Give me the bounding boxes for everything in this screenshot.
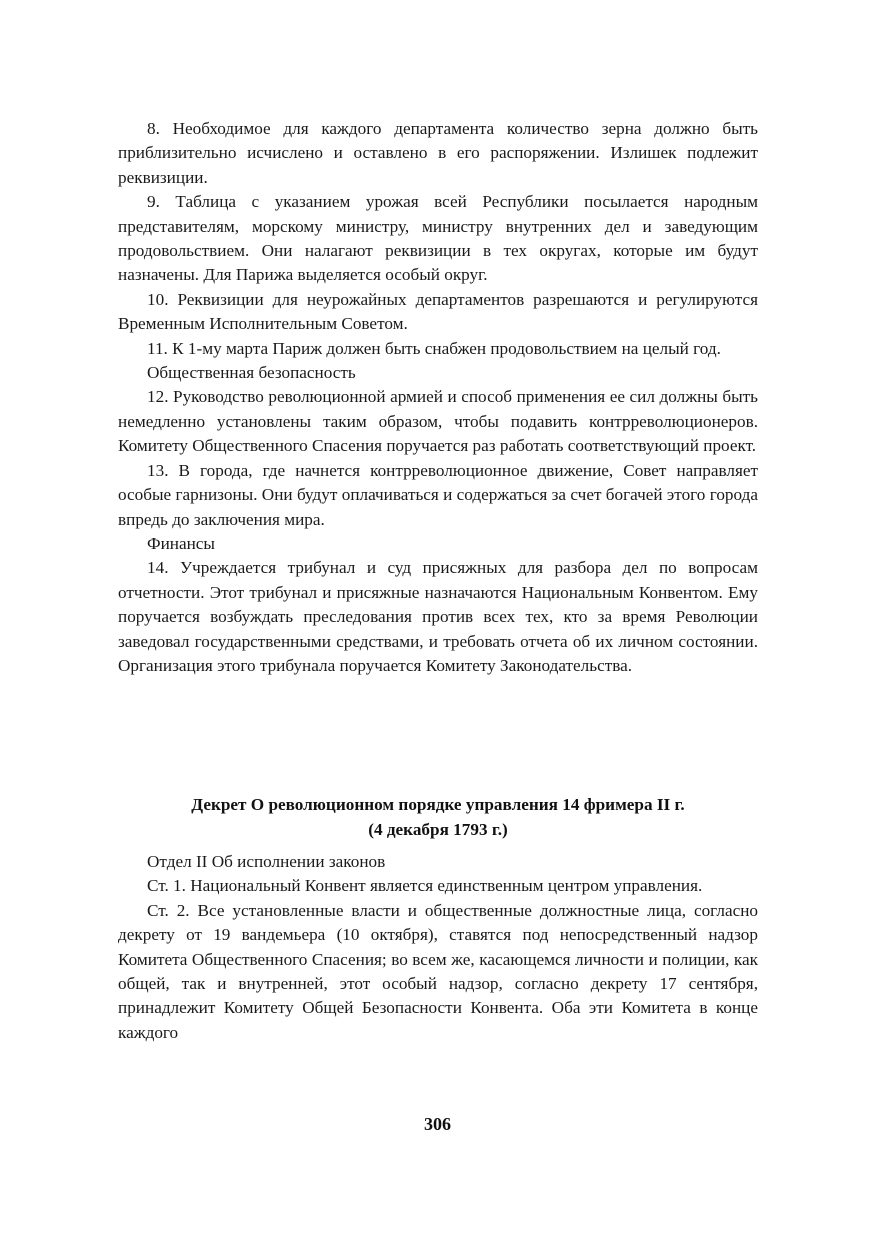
paragraph-9: 9. Таблица с указанием урожая всей Республики посылается народным представителям, морскому министру, министру внутренних дел и заведующим продовольствием. Они налагают реквизиции в тех округах, которые им будут назначены. Для Парижа выделяется особый округ. [118,192,758,285]
section-title-public-safety: Общественная безопасность [147,363,356,383]
decree-heading-line1: Декрет О революционном порядке управления 14 фримера II г. [191,795,685,814]
body-text-top [118,117,758,678]
section-title-execution-of-laws: Отдел II Об исполнении законов [147,852,386,871]
section-title-finances: Финансы [147,533,215,553]
article-2: Ст. 2. Все установленные власти и общественные должностные лица, согласно декрету от 19 вандемьера (10 октября), ставятся под непосредственный надзор Комитета Общественного Спасения; во всем же, касающемся личности и полиции, как общей, так и внутренней, этот особый надзор, согласно декрету 17 сентября, принадлежит Комитету Общей Безопасности Конвента. Оба эти Комитета в конце каждого [118,900,758,1042]
paragraph-14: 14. Учреждается трибунал и суд присяжных для разбора дел по вопросам отчетности. Этот трибунал и присяжные назначаются Национальным Конвентом. Ему поручается возбуждать преследования против всех тех, кто за время Революции заведовал государственными средствами, и требовать отчета об их личном состоянии. Организация этого трибунала поручается Комитету Законодательства. [118,558,758,675]
paragraph-11: 11. К 1-му марта Париж должен быть снабжен продовольствием на целый год. [147,338,721,358]
decree-heading-line2: (4 декабря 1793 г.) [368,820,508,839]
page-number: 306 [424,1114,451,1134]
paragraph-8: 8. Необходимое для каждого департамента количество зерна должно быть приблизительно исчислено и оставлено в его распоряжении. Излишек подлежит реквизиции. [118,119,758,187]
decree-heading [118,792,758,842]
paragraph-13: 13. В города, где начнется контрреволюционное движение, Совет направляет особые гарнизоны. Они будут оплачиваться и содержаться за счет богачей этого города впредь до заключения мира. [118,460,758,529]
article-1: Ст. 1. Национальный Конвент является единственным центром управления. [147,876,703,896]
body-text-bottom [118,850,758,1045]
paragraph-10: 10. Реквизиции для неурожайных департаментов разрешаются и регулируются Временным Исполнительным Советом. [118,289,758,334]
paragraph-12: 12. Руководство революционной армией и способ применения ее сил должны быть немедленно установлены таким образом, чтобы подавить контрреволюционеров. Комитету Общественного Спасения поручается раз работать соответствующий проект. [118,387,758,456]
